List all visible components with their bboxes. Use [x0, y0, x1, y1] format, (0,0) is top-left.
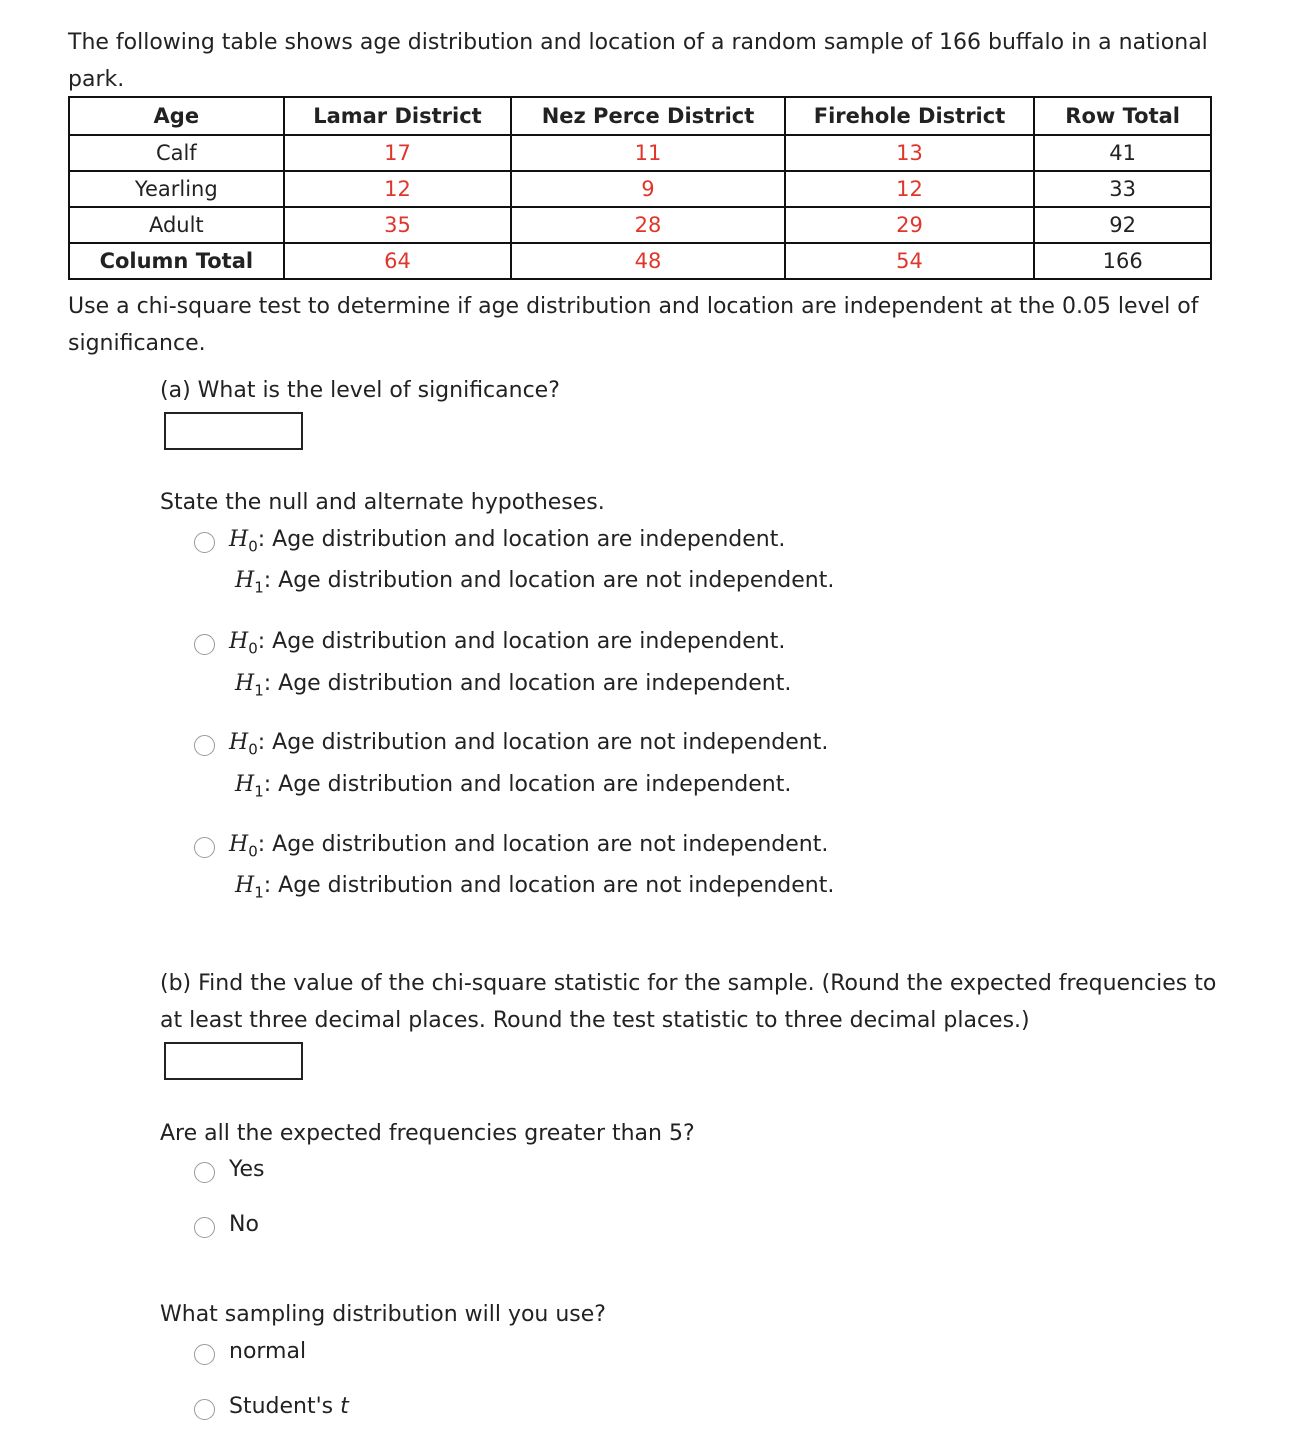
- row-label: Calf: [69, 135, 284, 171]
- expected-question: Are all the expected frequencies greater than 5?: [160, 1121, 695, 1146]
- column-total-value: 54: [785, 243, 1035, 279]
- row-label: Yearling: [69, 171, 284, 207]
- row-total: 33: [1034, 171, 1211, 207]
- intro-text: The following table shows age distribution and location of a random sample of 166 buffalo in a national park.: [68, 30, 1208, 92]
- h0-line: $H_0$: Age distribution and location are independent.: [229, 629, 786, 658]
- table-header-row: [69, 97, 1211, 135]
- header-nez-perce: Nez Perce District: [511, 97, 784, 135]
- radio-button[interactable]: [194, 1344, 215, 1365]
- column-total-row: [69, 243, 1211, 279]
- cell-value: 12: [284, 171, 512, 207]
- header-lamar: Lamar District: [284, 97, 512, 135]
- header-firehole: Firehole District: [785, 97, 1035, 135]
- table-row: [69, 207, 1211, 243]
- option-label: Yes: [229, 1157, 265, 1182]
- h1-line: $H_1$: Age distribution and location are not independent.: [235, 873, 835, 902]
- cell-value: 11: [511, 135, 784, 171]
- instructions-text: Use a chi-square test to determine if age distribution and location are independent at the 0.05 level of significance.: [68, 294, 1199, 356]
- cell-value: 13: [785, 135, 1035, 171]
- table-row: [69, 171, 1211, 207]
- grand-total: 166: [1034, 243, 1211, 279]
- option-label: normal: [229, 1339, 307, 1364]
- row-label: Adult: [69, 207, 284, 243]
- h0-line: $H_0$: Age distribution and location are independent.: [229, 527, 786, 556]
- radio-button[interactable]: [194, 1399, 215, 1420]
- radio-button[interactable]: [194, 532, 215, 553]
- row-total: 41: [1034, 135, 1211, 171]
- cell-value: 9: [511, 171, 784, 207]
- option-label: Student's t: [229, 1394, 349, 1419]
- chi-square-input[interactable]: [164, 1042, 303, 1080]
- hypotheses-prompt: State the null and alternate hypotheses.: [160, 490, 605, 515]
- h0-line: $H_0$: Age distribution and location are not independent.: [229, 730, 829, 759]
- radio-button[interactable]: [194, 634, 215, 655]
- cell-value: 12: [785, 171, 1035, 207]
- cell-value: 17: [284, 135, 512, 171]
- radio-button[interactable]: [194, 837, 215, 858]
- radio-button[interactable]: [194, 1162, 215, 1183]
- table-row: [69, 135, 1211, 171]
- cell-value: 28: [511, 207, 784, 243]
- part-b-question-line1: (b) Find the value of the chi-square statistic for the sample. (Round the expected frequencies to: [160, 971, 1217, 996]
- header-row-total: Row Total: [1034, 97, 1211, 135]
- h0-line: $H_0$: Age distribution and location are not independent.: [229, 832, 829, 861]
- cell-value: 35: [284, 207, 512, 243]
- column-total-value: 64: [284, 243, 512, 279]
- significance-input[interactable]: [164, 412, 303, 450]
- part-b-question-line2: at least three decimal places. Round the test statistic to three decimal places.): [160, 1008, 1030, 1033]
- radio-button[interactable]: [194, 1217, 215, 1238]
- h1-line: $H_1$: Age distribution and location are not independent.: [235, 568, 835, 597]
- frequency-table: [68, 96, 1212, 280]
- part-a-question: (a) What is the level of significance?: [160, 378, 560, 403]
- sampling-question: What sampling distribution will you use?: [160, 1302, 606, 1327]
- h1-line: $H_1$: Age distribution and location are independent.: [235, 671, 792, 700]
- column-total-label: Column Total: [69, 243, 284, 279]
- radio-button[interactable]: [194, 735, 215, 756]
- column-total-value: 48: [511, 243, 784, 279]
- header-age: Age: [69, 97, 284, 135]
- h1-line: $H_1$: Age distribution and location are independent.: [235, 772, 792, 801]
- option-label: No: [229, 1212, 259, 1237]
- row-total: 92: [1034, 207, 1211, 243]
- cell-value: 29: [785, 207, 1035, 243]
